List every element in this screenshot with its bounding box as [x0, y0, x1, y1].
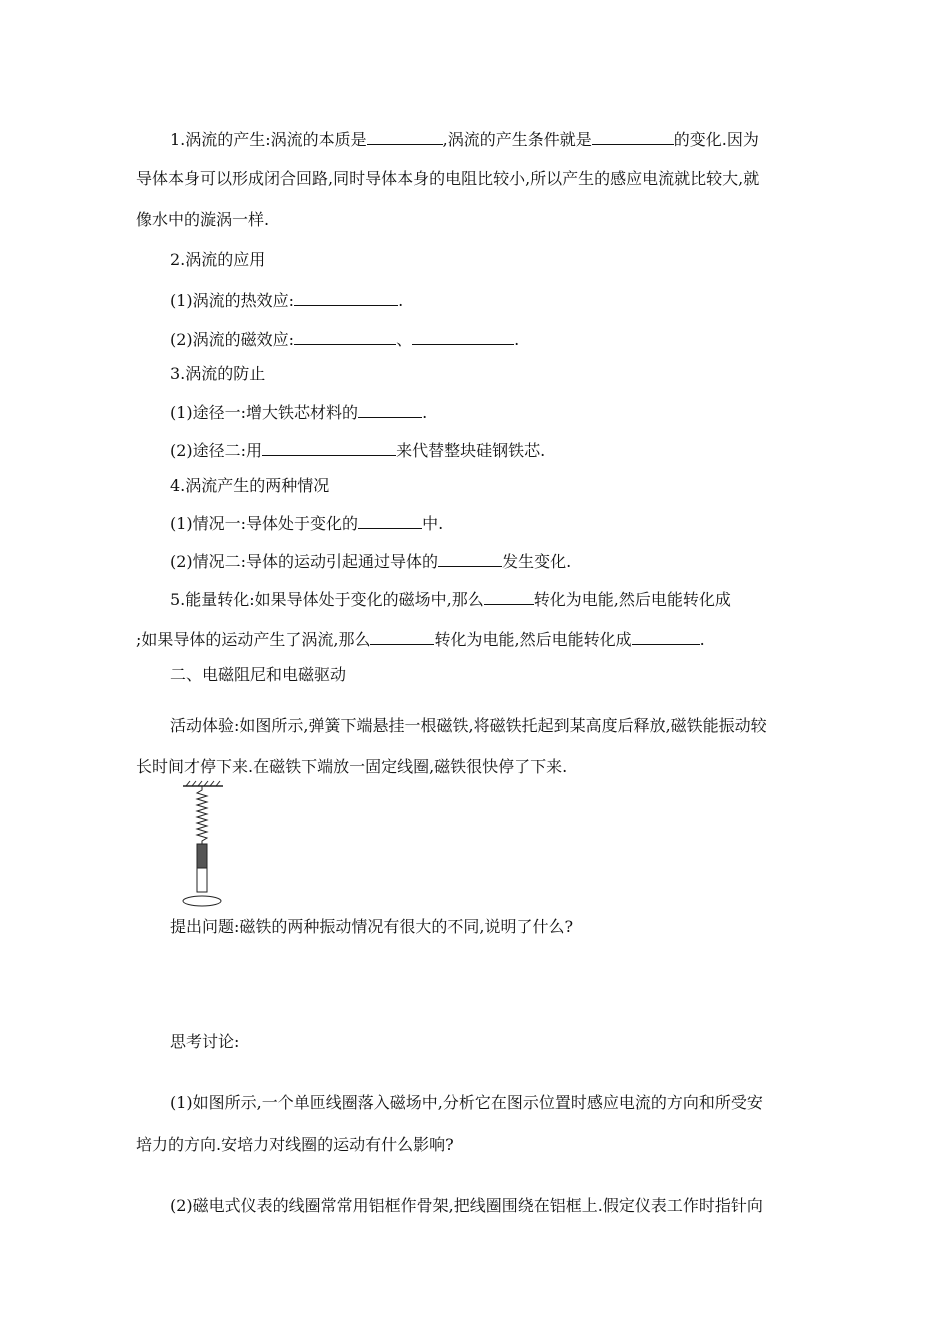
blank-core-material — [358, 401, 422, 418]
spring — [197, 786, 207, 844]
p4-heading: 4.涡流产生的两种情况 — [170, 476, 330, 495]
blank-changing-field — [358, 512, 422, 529]
magnet-light-half — [197, 868, 207, 892]
blank-energy-1 — [484, 588, 534, 605]
blank-thermal-effect — [294, 289, 398, 306]
p4-item2-text-a: (2)情况二:导体的运动引起通过导体的 — [170, 552, 439, 571]
p5-text-b: 转化为电能,然后电能转化成 — [533, 590, 731, 609]
p3-item2-text-a: (2)途径二:用 — [170, 441, 263, 460]
blank-magnetic-effect-2 — [412, 328, 514, 345]
p3-heading: 3.涡流的防止 — [170, 364, 266, 383]
p3-item1-text: (1)途径一:增大铁芯材料的 — [170, 403, 359, 422]
discussion-item2-line1: (2)磁电式仪表的线圈常常用铝框作骨架,把线圈围绕在铝框上.假定仪表工作时指针向 — [170, 1196, 763, 1215]
p2-item1 — [170, 289, 403, 311]
p4-item1-text-b: 中. — [422, 514, 444, 533]
discussion-heading: 思考讨论: — [170, 1032, 240, 1051]
activity-line1: 活动体验:如图所示,弹簧下端悬挂一根磁铁,将磁铁托起到某高度后释放,磁铁能振动较 — [170, 716, 767, 735]
blank-energy-2 — [370, 628, 434, 645]
p5-text-a: 5.能量转化:如果导体处于变化的磁场中,那么 — [170, 590, 484, 609]
p5-line2-text-a: ;如果导体的运动产生了涡流,那么 — [136, 630, 371, 649]
magnet-dark-half — [197, 844, 207, 868]
p2-item2-text: (2)涡流的磁效应: — [170, 330, 295, 349]
p2-item2-mid: 、 — [396, 330, 413, 349]
p3-item2-text-b: 来代替整块硅钢铁芯. — [396, 441, 546, 460]
question-text: 提出问题:磁铁的两种振动情况有很大的不同,说明了什么? — [170, 917, 574, 936]
p5-line2 — [136, 628, 705, 650]
discussion-item1-line2: 培力的方向.安培力对线圈的运动有什么影响? — [136, 1135, 454, 1154]
p3-item1 — [170, 401, 427, 423]
p4-item2-text-b: 发生变化. — [502, 552, 572, 571]
p1-line2: 导体本身可以形成闭合回路,同时导体本身的电阻比较小,所以产生的感应电流就比较大,就 — [136, 169, 760, 188]
p3-item1-end: . — [422, 403, 428, 422]
spring-magnet-figure — [178, 780, 238, 910]
p2-heading: 2.涡流的应用 — [170, 250, 266, 269]
activity-line2: 长时间才停下来.在磁铁下端放一固定线圈,磁铁很快停了下来. — [136, 757, 568, 776]
p4-item2 — [170, 550, 571, 572]
blank-flux — [438, 550, 502, 567]
blank-magnetic-effect-1 — [294, 328, 396, 345]
coil — [183, 896, 221, 906]
blank-eddy-essence — [367, 128, 443, 145]
discussion-item1-line1: (1)如图所示,一个单匝线圈落入磁场中,分析它在图示位置时感应电流的方向和所受安 — [170, 1093, 763, 1112]
p5-line2-text-c: . — [699, 630, 705, 649]
p5-line2-text-b: 转化为电能,然后电能转化成 — [434, 630, 632, 649]
p5-line1 — [170, 588, 731, 610]
blank-energy-3 — [632, 628, 700, 645]
p1-line1 — [170, 128, 759, 150]
p1-text-a: 1.涡流的产生:涡流的本质是 — [170, 130, 367, 149]
section-heading: 二、电磁阻尼和电磁驱动 — [170, 665, 347, 684]
blank-replacement-core — [262, 439, 396, 456]
p2-item2-end: . — [514, 330, 520, 349]
ceiling-support — [183, 781, 223, 786]
p4-item1-text-a: (1)情况一:导体处于变化的 — [170, 514, 359, 533]
p3-item2 — [170, 439, 545, 461]
blank-eddy-condition — [592, 128, 674, 145]
p2-item1-text: (1)涡流的热效应: — [170, 291, 295, 310]
p1-text-b: ,涡流的产生条件就是 — [442, 130, 592, 149]
p2-item1-end: . — [398, 291, 404, 310]
p1-line3: 像水中的漩涡一样. — [136, 210, 270, 229]
p4-item1 — [170, 512, 443, 534]
p1-text-c: 的变化.因为 — [673, 130, 759, 149]
p2-item2 — [170, 328, 519, 350]
